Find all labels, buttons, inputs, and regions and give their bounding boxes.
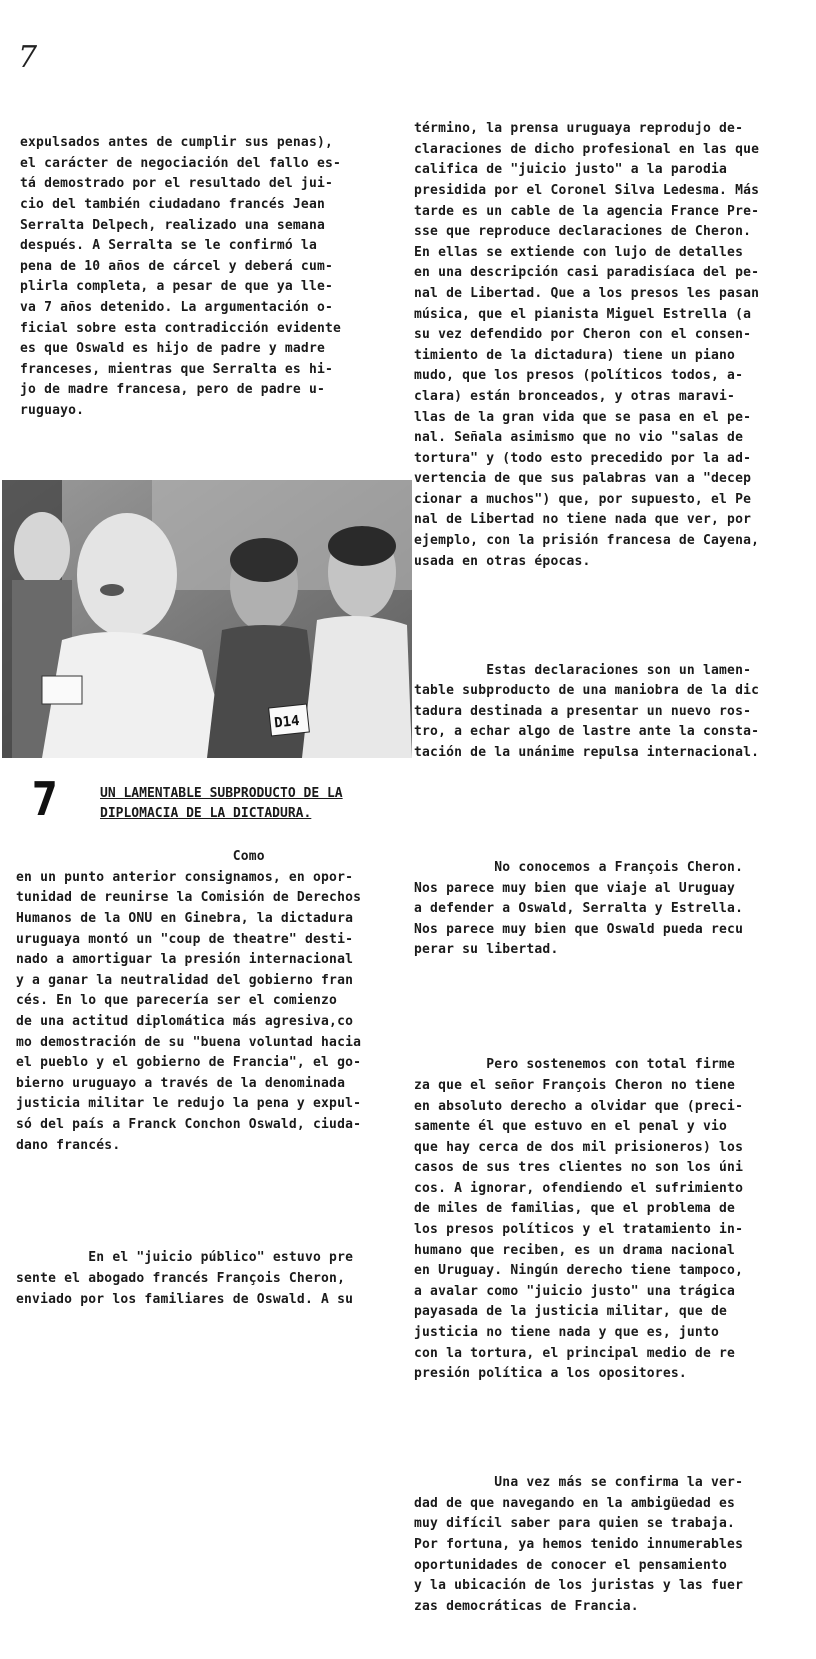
text-line: que hay cerca de dos mil prisioneros) los	[414, 1139, 744, 1155]
paragraph	[414, 858, 799, 961]
text-line: cos. A ignorar, ofendiendo el sufrimiento	[414, 1180, 744, 1196]
text-line: ficial sobre esta contradicción evidente	[20, 320, 342, 336]
text-line: justicia militar le redujo la pena y expul-	[16, 1096, 362, 1112]
paragraph	[414, 1055, 799, 1385]
text-line: el carácter de negociación del fallo es-	[20, 155, 342, 171]
text-line: a avalar como "juicio justo" una trágica	[414, 1283, 736, 1299]
text-line: su vez defendido por Cheron con el consen-	[414, 327, 752, 343]
text-line: música, que el pianista Miguel Estrella (a	[414, 306, 752, 322]
text-line: samente él que estuvo en el penal y vio	[414, 1119, 728, 1135]
text-line: tadura destinada a presentar un nuevo ros-	[414, 703, 752, 719]
text-line: llas de la gran vida que se pasa en el pe-	[414, 409, 752, 425]
text-line: los presos políticos y el tratamiento in-	[414, 1222, 744, 1238]
text-line: mo demostración de su "buena voluntad hacia	[16, 1034, 362, 1050]
text-line: timiento de la dictadura) tiene un piano	[414, 347, 736, 363]
text-line: término, la prensa uruguaya reprodujo de-	[414, 121, 744, 137]
text-line: Humanos de la ONU en Ginebra, la dictadura	[16, 910, 354, 926]
text-line: presión política a los opositores.	[414, 1366, 687, 1382]
text-line: za que el señor François Cheron no tiene	[414, 1077, 736, 1093]
text-line: tación de la unánime repulsa internacional.	[414, 745, 760, 760]
text-line: Estas declaraciones son un lamen-	[414, 662, 752, 678]
text-line: DIPLOMACIA DE LA DICTADURA.	[100, 806, 312, 821]
prisoner-tag: D14	[273, 712, 301, 732]
left-column-bottom	[16, 806, 386, 1351]
text-line: mudo, que los presos (políticos todos, a-	[414, 368, 744, 384]
text-line: califica de "juicio justo" a la parodia	[414, 162, 728, 178]
paragraph	[16, 847, 386, 1156]
photo-illustration	[2, 480, 412, 758]
text-line: expulsados antes de cumplir sus penas),	[20, 135, 334, 151]
text-line: tunidad de reunirse la Comisión de Derechos	[16, 890, 362, 906]
text-line: de una actitud diplomática más agresiva,co	[16, 1013, 354, 1029]
text-line: en una descripción casi paradisíaca del pe-	[414, 265, 760, 281]
text-line: vertencia de que sus palabras van a "decep	[414, 471, 752, 487]
text-line: sse que reproduce declaraciones de Cheron.	[414, 224, 752, 240]
text-line: En ellas se extiende con lujo de detalles	[414, 244, 744, 260]
text-line: ejemplo, con la prisión francesa de Cayena,	[414, 533, 760, 549]
text-line: el pueblo y el gobierno de Francia", el go-	[16, 1055, 362, 1071]
text-line: sente el abogado francés François Cheron,	[16, 1271, 346, 1287]
text-line: Una vez más se confirma la ver-	[414, 1475, 744, 1491]
text-line: tá demostrado por el resultado del jui-	[20, 176, 334, 192]
text-line: en un punto anterior consignamos, en opor-	[16, 869, 354, 885]
text-line: oportunidades de conocer el pensamiento	[414, 1557, 728, 1573]
prisoners-photo	[2, 480, 412, 758]
text-line: bierno uruguayo a través de la denominada	[16, 1075, 346, 1091]
text-line: En el "juicio público" estuvo pre	[16, 1250, 354, 1266]
paragraph	[414, 119, 799, 572]
text-line: nado a amortiguar la presión internacional	[16, 952, 354, 968]
text-line: franceses, mientras que Serralta es hi-	[20, 361, 334, 377]
text-line: cés. En lo que parecería ser el comienzo	[16, 993, 338, 1009]
text-line: humano que reciben, es un drama nacional	[414, 1242, 736, 1258]
text-line: cio del también ciudadano francés Jean	[20, 196, 326, 212]
text-line: presidida por el Coronel Silva Ledesma. Más	[414, 182, 760, 198]
text-line: zas democráticas de Francia.	[414, 1598, 639, 1614]
text-line: de miles de familias, que el problema de	[414, 1201, 736, 1217]
section-number: 7	[32, 772, 58, 826]
paragraph	[16, 1248, 386, 1310]
text-line: No conocemos a François Cheron.	[414, 859, 744, 875]
text-line: nal de Libertad. Que a los presos les pasan	[414, 285, 760, 301]
text-line: Como	[16, 849, 265, 865]
text-line: tortura" y (todo esto precedido por la ad-	[414, 450, 752, 466]
text-line: dad de que navegando en la ambigüedad es	[414, 1495, 736, 1511]
text-line: só del país a Franck Conchon Oswald, ciuda-	[16, 1116, 362, 1132]
text-line: y a ganar la neutralidad del gobierno fran	[16, 972, 354, 988]
text-line: a defender a Oswald, Serralta y Estrella.	[414, 901, 744, 917]
text-line: justicia no tiene nada y que es, junto	[414, 1325, 720, 1341]
text-line: table subproducto de una maniobra de la dic	[414, 683, 760, 699]
text-line: usada en otras épocas.	[414, 553, 591, 569]
text-line: Serralta Delpech, realizado una semana	[20, 217, 326, 233]
right-column	[414, 78, 799, 1659]
paragraph	[414, 661, 799, 764]
text-line: uruguaya montó un "coup de theatre" desti-	[16, 931, 354, 947]
text-line: perar su libertad.	[414, 942, 559, 958]
text-line: tro, a echar algo de lastre ante la consta-	[414, 724, 760, 740]
text-line: nal de Libertad no tiene nada que ver, por	[414, 512, 752, 528]
text-line: ruguayo.	[20, 402, 85, 418]
text-line: cionar a muchos") que, por supuesto, el Pe	[414, 491, 752, 507]
text-line: enviado por los familiares de Oswald. A su	[16, 1291, 354, 1307]
text-line: payasada de la justicia militar, que de	[414, 1304, 728, 1320]
text-line: UN LAMENTABLE SUBPRODUCTO DE LA	[100, 786, 343, 801]
text-line: Por fortuna, ya hemos tenido innumerables	[414, 1536, 744, 1552]
text-line: jo de madre francesa, pero de padre u-	[20, 382, 326, 398]
text-line: claraciones de dicho profesional en las que	[414, 141, 760, 157]
text-line: y la ubicación de los juristas y las fuer	[414, 1578, 744, 1594]
text-line: Nos parece muy bien que Oswald pueda recu	[414, 921, 744, 937]
text-line: con la tortura, el principal medio de re	[414, 1345, 736, 1361]
text-line: plirla completa, a pesar de que ya lle-	[20, 279, 334, 295]
page-number: 7	[18, 40, 38, 75]
paragraph	[20, 133, 380, 421]
text-line: nal. Señala asimismo que no vio "salas de	[414, 430, 744, 446]
text-line: dano francés.	[16, 1137, 121, 1153]
text-line: después. A Serralta se le confirmó la	[20, 238, 317, 254]
text-line: casos de sus tres clientes no son los úni	[414, 1160, 744, 1176]
paragraph	[414, 1473, 799, 1617]
text-line: pena de 10 años de cárcel y deberá cum-	[20, 258, 334, 274]
text-line: Nos parece muy bien que viaje al Uruguay	[414, 880, 736, 896]
text-line: Pero sostenemos con total firme	[414, 1057, 736, 1073]
text-line: clara) están bronceados, y otras maravi-	[414, 388, 736, 404]
text-line: en Uruguay. Ningún derecho tiene tampoco,	[414, 1263, 744, 1279]
text-line: es que Oswald es hijo de padre y madre	[20, 341, 326, 357]
text-line: en absoluto derecho a olvidar que (preci-	[414, 1098, 744, 1114]
text-line: va 7 años detenido. La argumentación o-	[20, 299, 334, 315]
text-line: tarde es un cable de la agencia France Pre-	[414, 203, 760, 219]
text-line: muy difícil saber para quien se trabaja.	[414, 1516, 736, 1532]
